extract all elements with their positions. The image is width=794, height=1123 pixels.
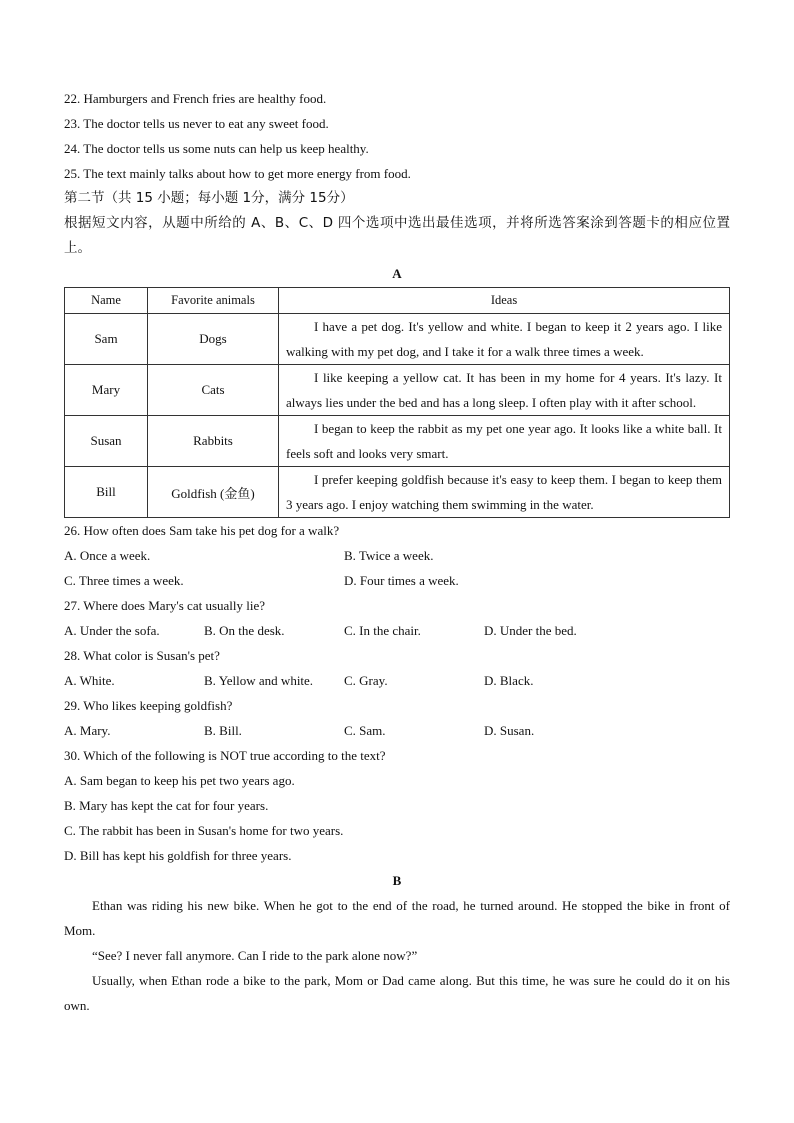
passage-a-label: A [392, 266, 402, 281]
table-row [65, 416, 730, 467]
option-c[interactable]: C. Three times a week. [64, 573, 184, 588]
option-c[interactable]: C. In the chair. [344, 623, 421, 638]
option-c[interactable]: C. The rabbit has been in Susan's home for two years. [64, 823, 344, 838]
passage-b-paragraph: Usually, when Ethan rode a bike to the park, Mom or Dad came along. But this time, he was sure he could do it on his own. [64, 973, 730, 1013]
row-animal: Cats [148, 365, 279, 416]
table-header-row [65, 288, 730, 314]
header-ideas: Ideas [279, 288, 730, 314]
option-b[interactable]: B. Bill. [204, 723, 242, 738]
statement-25: 25. The text mainly talks about how to get more energy from food. [64, 166, 411, 181]
statement-22: 22. Hamburgers and French fries are healthy food. [64, 91, 327, 106]
option-a[interactable]: A. Mary. [64, 723, 111, 738]
passage-b-label: B [392, 873, 402, 888]
option-b[interactable]: B. Mary has kept the cat for four years. [64, 798, 269, 813]
section-2-title: 第二节（共 15 小题；每小题 1分，满分 15分） [64, 190, 354, 206]
question-27-options [64, 618, 730, 643]
question-29-options [64, 718, 730, 743]
row-animal: Dogs [148, 314, 279, 365]
row-idea: I like keeping a yellow cat. It has been in my home for 4 years. It's lazy. It always lies under the bed and has a long sleep. I often play with it after school. [279, 365, 730, 416]
option-d[interactable]: D. Susan. [484, 723, 535, 738]
option-a[interactable]: A. Under the sofa. [64, 623, 160, 638]
option-b[interactable]: B. Twice a week. [344, 548, 434, 563]
section-2-instruction: 根据短文内容，从题中所给的 A、B、C、D 四个选项中选出最佳选项，并将所选答案涂到答题卡的相应位置上。 [64, 215, 730, 256]
pets-table [64, 287, 730, 518]
option-d[interactable]: D. Black. [484, 673, 534, 688]
table-row [65, 467, 730, 518]
option-c[interactable]: C. Gray. [344, 673, 388, 688]
header-favorite-animals: Favorite animals [148, 288, 279, 314]
question-28: 28. What color is Susan's pet? [64, 648, 220, 663]
statement-23: 23. The doctor tells us never to eat any sweet food. [64, 116, 329, 131]
option-a[interactable]: A. Once a week. [64, 548, 151, 563]
header-name: Name [65, 288, 148, 314]
table-row [65, 314, 730, 365]
table-row [65, 365, 730, 416]
row-name: Susan [65, 416, 148, 467]
row-idea: I have a pet dog. It's yellow and white. I began to keep it 2 years ago. I like walking with my pet dog, and I take it for a walk three times a week. [279, 314, 730, 365]
row-name: Bill [65, 467, 148, 518]
option-d[interactable]: D. Under the bed. [484, 623, 577, 638]
option-c[interactable]: C. Sam. [344, 723, 386, 738]
question-29: 29. Who likes keeping goldfish? [64, 698, 233, 713]
exam-page [64, 86, 730, 1018]
option-b[interactable]: B. On the desk. [204, 623, 285, 638]
option-b[interactable]: B. Yellow and white. [204, 673, 314, 688]
question-27: 27. Where does Mary's cat usually lie? [64, 598, 266, 613]
row-animal: Rabbits [148, 416, 279, 467]
statement-24: 24. The doctor tells us some nuts can help us keep healthy. [64, 141, 369, 156]
option-d[interactable]: D. Bill has kept his goldfish for three years. [64, 848, 292, 863]
row-idea: I prefer keeping goldfish because it's easy to keep them. I began to keep them 3 years ago. I enjoy watching them swimming in the water. [279, 467, 730, 518]
row-idea: I began to keep the rabbit as my pet one year ago. It looks like a white ball. It feels soft and looks very smart. [279, 416, 730, 467]
question-26-options-row1 [64, 543, 730, 568]
question-28-options [64, 668, 730, 693]
question-26-options-row2 [64, 568, 730, 593]
option-a[interactable]: A. White. [64, 673, 115, 688]
question-26: 26. How often does Sam take his pet dog for a walk? [64, 523, 340, 538]
row-name: Mary [65, 365, 148, 416]
row-animal: Goldfish (金鱼) [148, 467, 279, 518]
passage-b-paragraph: Ethan was riding his new bike. When he got to the end of the road, he turned around. He stopped the bike in front of Mom. [64, 898, 730, 938]
option-d[interactable]: D. Four times a week. [344, 573, 459, 588]
passage-b-paragraph: “See? I never fall anymore. Can I ride to the park alone now?” [92, 948, 418, 963]
row-name: Sam [65, 314, 148, 365]
option-a[interactable]: A. Sam began to keep his pet two years ago. [64, 773, 295, 788]
question-30: 30. Which of the following is NOT true according to the text? [64, 748, 386, 763]
